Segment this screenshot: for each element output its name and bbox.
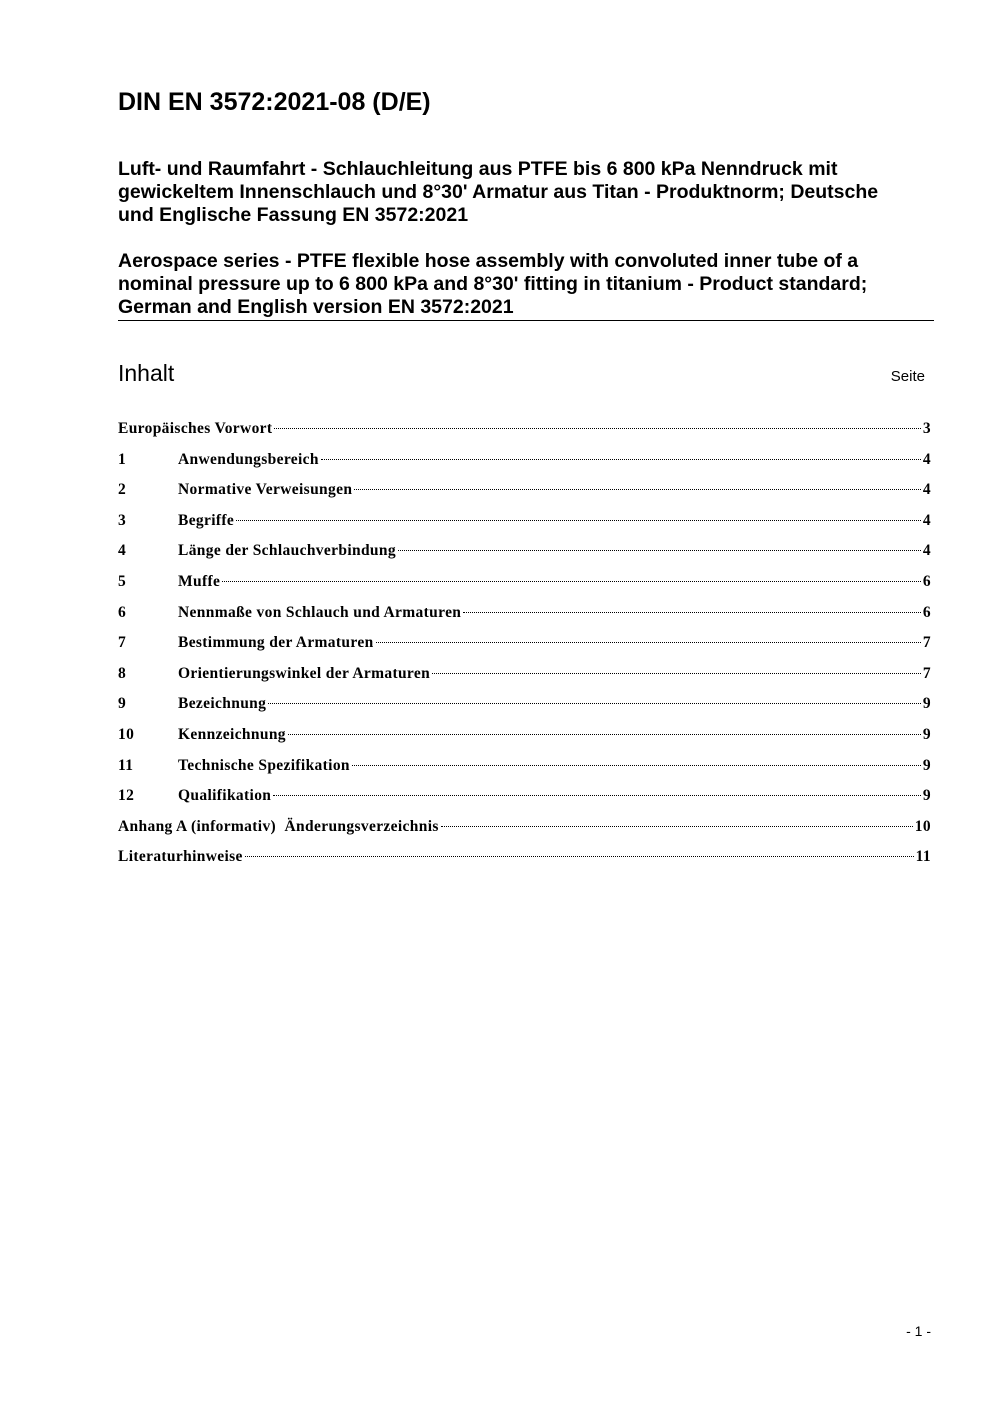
- toc-entry-number: 9: [118, 695, 127, 713]
- toc-entry-number: 8: [118, 664, 127, 682]
- toc-entry-number: 1: [118, 450, 127, 468]
- toc-entry-number: 2: [118, 481, 127, 499]
- toc-leader-dots: [398, 550, 921, 551]
- toc-entry-7[interactable]: [118, 628, 931, 659]
- toc-entry-title: Normative Verweisungen: [178, 481, 353, 499]
- table-of-contents: [118, 414, 931, 873]
- toc-leader-dots: [432, 673, 921, 674]
- toc-leader-dots: [245, 856, 914, 857]
- toc-leader-dots: [274, 428, 920, 429]
- toc-entry-9[interactable]: [118, 689, 931, 720]
- toc-entry-number: 7: [118, 634, 127, 652]
- toc-entry-number: 3: [118, 511, 127, 529]
- toc-entry-title: Europäisches Vorwort: [118, 420, 273, 437]
- toc-leader-dots: [321, 459, 921, 460]
- toc-entry-number: 12: [118, 787, 135, 805]
- toc-entry-title: Literaturhinweise: [118, 848, 243, 866]
- toc-entry-page: 10: [914, 817, 931, 835]
- toc-entry-page: 9: [922, 695, 931, 713]
- toc-entry-page: 7: [922, 634, 931, 652]
- toc-entry-page: 11: [915, 848, 931, 866]
- toc-entry-12[interactable]: [118, 781, 931, 812]
- toc-entry-title: Orientierungswinkel der Armaturen: [178, 664, 431, 682]
- toc-entry-number: 10: [118, 725, 135, 743]
- toc-entry-page: 4: [922, 450, 931, 468]
- toc-leader-dots: [463, 612, 921, 613]
- toc-leader-dots: [268, 703, 921, 704]
- title-divider: [118, 320, 934, 321]
- toc-entry-title: Bestimmung der Armaturen: [178, 634, 374, 652]
- toc-entry-3[interactable]: [118, 506, 931, 537]
- toc-entry-6[interactable]: [118, 598, 931, 629]
- toc-entry-5[interactable]: [118, 567, 931, 598]
- toc-entry-10[interactable]: [118, 720, 931, 751]
- document-title: DIN EN 3572:2021-08 (D/E): [118, 88, 431, 116]
- english-title: [118, 250, 867, 319]
- toc-entry-number: 4: [118, 542, 127, 560]
- toc-page-label: Seite: [890, 368, 925, 385]
- toc-entry-page: 3: [922, 420, 931, 437]
- toc-heading: Inhalt: [118, 360, 175, 386]
- toc-entry-1[interactable]: [118, 445, 931, 476]
- toc-entry-number: 5: [118, 572, 127, 590]
- toc-entry-page: 9: [922, 725, 931, 743]
- german-title-line: und Englische Fassung EN 3572:2021: [118, 204, 469, 226]
- toc-leader-dots: [288, 734, 921, 735]
- toc-entry-page: 4: [922, 511, 931, 529]
- toc-entry-foreword[interactable]: [118, 414, 931, 445]
- german-title-line: gewickeltem Innenschlauch und 8°30' Armatur aus Titan - Produktnorm; Deutsche: [118, 181, 879, 203]
- toc-entry-title: Nennmaße von Schlauch und Armaturen: [178, 603, 462, 621]
- toc-entry-page: 9: [922, 787, 931, 805]
- toc-entry-number: 6: [118, 603, 127, 621]
- toc-leader-dots: [222, 581, 921, 582]
- toc-leader-dots: [273, 795, 921, 796]
- english-title-line: German and English version EN 3572:2021: [118, 296, 514, 318]
- toc-entry-2[interactable]: [118, 475, 931, 506]
- toc-entry-title: Anhang A (informativ) Änderungsverzeichnis: [118, 817, 439, 835]
- toc-entry-11[interactable]: [118, 751, 931, 782]
- toc-entry-page: 4: [922, 542, 931, 560]
- toc-entry-page: 9: [922, 756, 931, 774]
- toc-entry-page: 4: [922, 481, 931, 499]
- toc-entry-page: 6: [922, 572, 931, 590]
- english-title-line: Aerospace series - PTFE flexible hose assembly with convoluted inner tube of a: [118, 250, 859, 272]
- page-number: - 1 -: [906, 1323, 931, 1339]
- toc-entry-page: 6: [922, 603, 931, 621]
- toc-leader-dots: [376, 642, 921, 643]
- toc-entry-title: Muffe: [178, 572, 221, 590]
- english-title-line: nominal pressure up to 6 800 kPa and 8°30' fitting in titanium - Product standard;: [118, 273, 868, 295]
- toc-entry-title: Technische Spezifikation: [178, 756, 350, 774]
- toc-entry-title: Bezeichnung: [178, 695, 267, 713]
- toc-leader-dots: [352, 765, 921, 766]
- toc-entry-title: Kennzeichnung: [178, 725, 286, 743]
- toc-leader-dots: [354, 489, 921, 490]
- toc-entry-number: 11: [118, 756, 134, 774]
- german-title: [118, 158, 878, 227]
- toc-entry-annex-a[interactable]: [118, 812, 931, 843]
- toc-entry-bibliography[interactable]: [118, 842, 931, 873]
- german-title-line: Luft- und Raumfahrt - Schlauchleitung aus PTFE bis 6 800 kPa Nenndruck mit: [118, 158, 838, 180]
- toc-leader-dots: [441, 826, 913, 827]
- toc-entry-title: Länge der Schlauchverbindung: [178, 542, 396, 560]
- toc-leader-dots: [236, 520, 921, 521]
- toc-entry-title: Begriffe: [178, 511, 235, 529]
- toc-entry-8[interactable]: [118, 659, 931, 690]
- toc-entry-page: 7: [922, 664, 931, 682]
- toc-entry-title: Anwendungsbereich: [178, 450, 319, 468]
- toc-entry-title: Qualifikation: [178, 787, 272, 805]
- toc-entry-4[interactable]: [118, 536, 931, 567]
